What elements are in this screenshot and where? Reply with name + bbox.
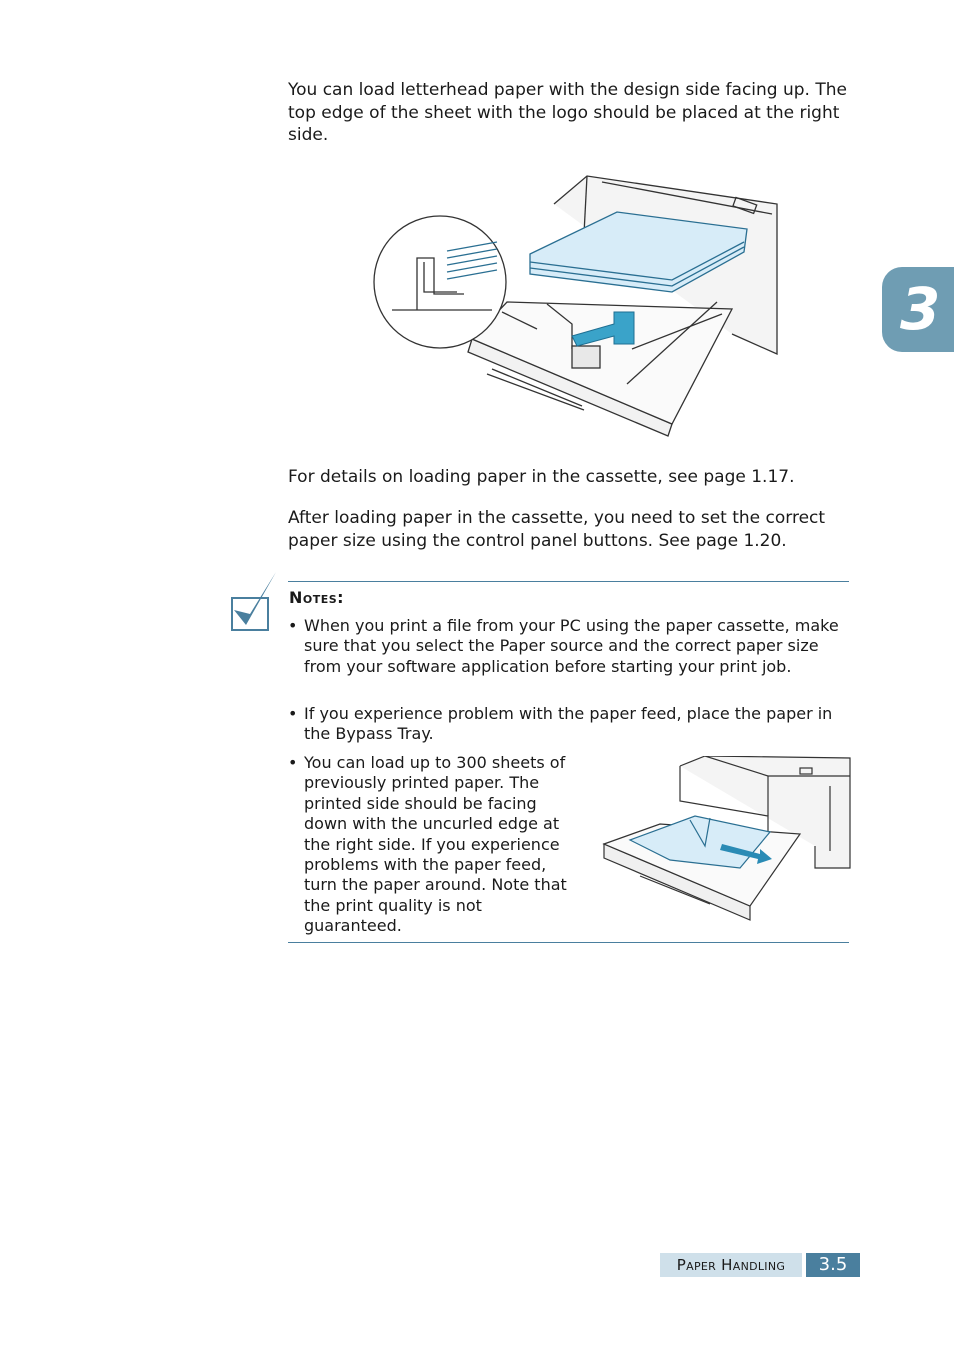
notes-title: Notes: — [289, 588, 345, 607]
note-item — [288, 753, 573, 937]
footer-page-number: 3.5 — [806, 1253, 860, 1277]
checkmark-icon — [228, 570, 280, 634]
note-item — [288, 616, 844, 677]
footer-section-label: Paper Handling — [660, 1253, 802, 1277]
after-loading-paragraph: After loading paper in the cassette, you need to set the correct paper size using the control panel buttons. See page 1.20. — [288, 508, 826, 551]
note-text: You can load up to 300 sheets of previously printed paper. The printed side should be facing down with the uncurled edge at the right side. If you experience problems with the paper feed, turn the paper around. Note that the print quality is not guaranteed. — [304, 753, 567, 936]
notes-bottom-rule — [288, 942, 849, 943]
note-text: When you print a file from your PC using the paper cassette, make sure that you select the Paper source and the correct paper size from your software application before starting your print job. — [304, 616, 839, 676]
chapter-tab — [882, 267, 954, 352]
letterhead-paragraph: You can load letterhead paper with the design side facing up. The top edge of the sheet with the logo should be placed at the right side. — [288, 80, 847, 145]
notes-top-rule — [288, 581, 849, 582]
bullet-marker: • — [288, 704, 298, 723]
note-text: If you experience problem with the paper feed, place the paper in the Bypass Tray. — [304, 704, 833, 744]
cassette-printed-paper-illustration — [600, 756, 852, 924]
note-item — [288, 704, 844, 745]
cassette-letterhead-illustration — [372, 174, 782, 439]
details-paragraph: For details on loading paper in the cassette, see page 1.17. — [288, 467, 795, 487]
bullet-marker: • — [288, 753, 298, 772]
chapter-number: 3 — [900, 275, 941, 343]
bullet-marker: • — [288, 616, 298, 635]
